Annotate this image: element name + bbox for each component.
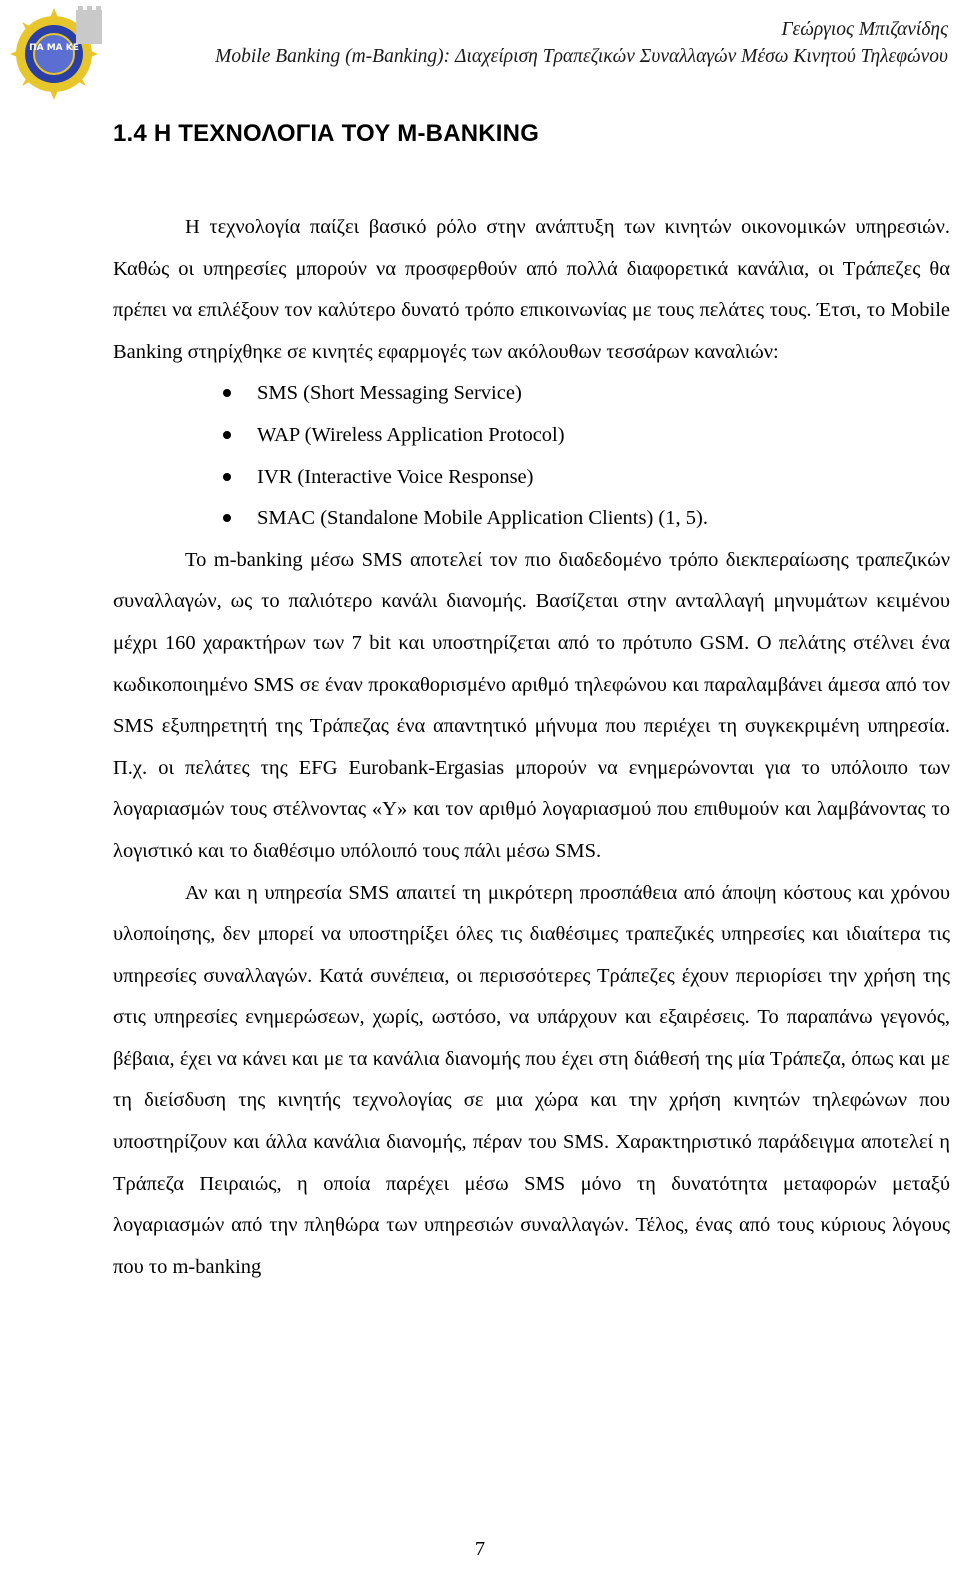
header-thesis-title: Mobile Banking (m-Banking): Διαχείριση Τραπεζικών Συναλλαγών Μέσω Κινητού Τηλεφώνου bbox=[215, 46, 948, 67]
list-item-text: SMS (Short Messaging Service) bbox=[257, 382, 522, 405]
list-item bbox=[257, 373, 950, 415]
body-text bbox=[113, 207, 950, 1288]
list-item bbox=[257, 498, 950, 540]
bullet-icon bbox=[223, 389, 231, 397]
list-item bbox=[257, 457, 950, 499]
list-item bbox=[257, 415, 950, 457]
university-logo bbox=[6, 4, 106, 104]
running-header bbox=[215, 16, 948, 70]
bullet-icon bbox=[223, 514, 231, 522]
bullet-icon bbox=[223, 473, 231, 481]
paragraph-sms: Το m-banking μέσω SMS αποτελεί τον πιο διαδεδομένο τρόπο διεκπεραίωσης τραπεζικών συναλλαγών, ως το παλιότερο κανάλι διανομής. Βασίζεται στην ανταλλαγή μηνυμάτων κειμένου μέχρι 160 χαρακτήρων των 7 bit και υποστηρίζεται από το πρότυπο GSM. Ο πελάτης στέλνει ένα κωδικοποιημένο SMS σε έναν προκαθορισμένο αριθμό τηλεφώνου και παραλαμβάνει άμεσα από τον SMS εξυπηρετητή της Τράπεζας ένα απαντητικό μήνυμα που περιέχει τη συγκεκριμένη υπηρεσία. Π.χ. οι πελάτες της EFG Eurobank-Ergasias μπορούν να ενημερώνονται για το υπόλοιπο των λογαριασμών τους στέλνοντας «Y» και τον αριθμό λογαριασμού που επιθυμούν και λαμβάνοντας το λογιστικό και το διαθέσιμο υπόλοιπό τους πάλι μέσω SMS. bbox=[113, 548, 950, 862]
list-item-text: IVR (Interactive Voice Response) bbox=[257, 465, 534, 488]
header-author: Γεώργιος Μπιζανίδης bbox=[781, 19, 948, 40]
logo-text: ΠΑ ΜΑ ΚΕ bbox=[29, 43, 79, 53]
section-title: 1.4 Η ΤΕΧΝΟΛΟΓΙΑ ΤΟΥ M-BANKING bbox=[113, 120, 540, 147]
paragraph-intro: Η τεχνολογία παίζει βασικό ρόλο στην ανάπτυξη των κινητών οικονομικών υπηρεσιών. Καθώς οι υπηρεσίες μπορούν να προσφερθούν από πολλά διαφορετικά κανάλια, οι Τράπεζες θα πρέπει να επιλέξουν τον καλύτερο δυνατό τρόπο επικοινωνίας με τους πελάτες τους. Έτσι, το Mobile Banking στηρίχθηκε σε κινητές εφαρμογές των ακόλουθων τεσσάρων καναλιών: bbox=[113, 216, 950, 363]
page-number: 7 bbox=[474, 1538, 486, 1560]
bullet-icon bbox=[223, 431, 231, 439]
paragraph-sms-limitations: Αν και η υπηρεσία SMS απαιτεί τη μικρότερη προσπάθεια από άποψη κόστους και χρόνου υλοποίησης, δεν μπορεί να υποστηρίξει όλες τις διαθέσιμες τραπεζικές υπηρεσίες και ιδιαίτερα τις υπηρεσίες συναλλαγών. Κατά συνέπεια, οι περισσότερες Τράπεζες έχουν περιορίσει την χρήση της στις υπηρεσίες ενημερώσεων, χωρίς, ωστόσο, να υπάρχουν και εξαιρέσεις. Το παραπάνω γεγονός, βέβαια, έχει να κάνει και με τα κανάλια διανομής που έχει στη διάθεσή της μία Τράπεζα, όπως και με τη διείσδυση της κινητής τεχνολογίας σε μια χώρα και την χρήση κινητών τηλεφώνων που υποστηρίζουν και άλλα κανάλια διανομής, πέραν του SMS. Χαρακτηριστικό παράδειγμα αποτελεί η Τράπεζα Πειραιώς, η οποία παρέχει μέσω SMS μόνο τη δυνατότητα μεταφορών μεταξύ λογαριασμών από την πληθώρα των υπηρεσιών συναλλαγών. Τέλος, ένας από τους κύριους λόγους που το m-banking bbox=[113, 881, 950, 1278]
list-item-text: SMAC (Standalone Mobile Application Clients) (1, 5). bbox=[257, 507, 708, 530]
list-item-text: WAP (Wireless Application Protocol) bbox=[257, 423, 565, 446]
channel-list bbox=[113, 373, 950, 539]
